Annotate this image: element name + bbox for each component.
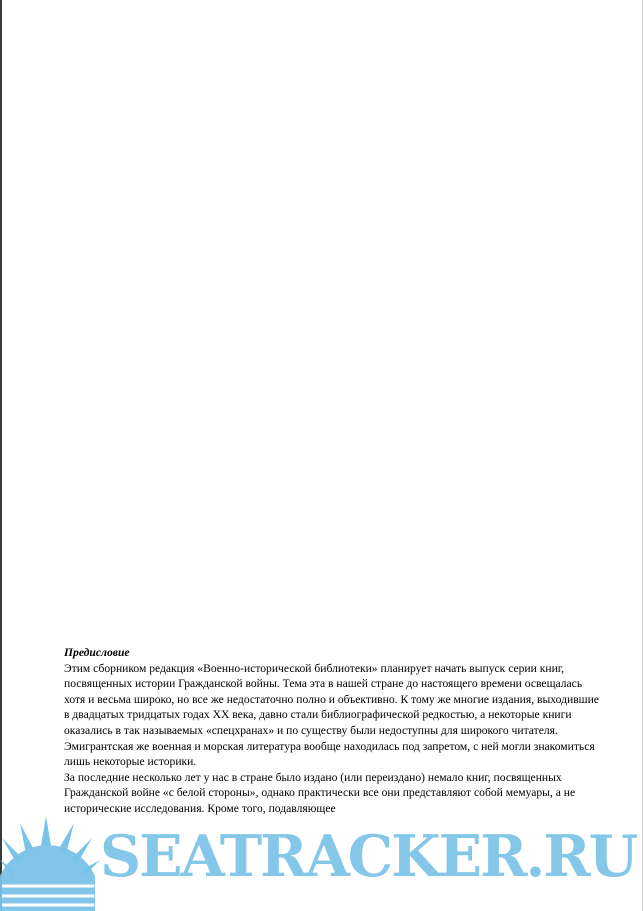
paragraph-2: За последние несколько лет у нас в стране было издано (или переиздано) немало книг, посвященных Гражданской войне «с белой стороны», однако практически все они представляют собой мемуары, а не исторические исследования. Кроме того, подавляющее (64, 770, 576, 815)
paragraph-1: Этим сборником редакция «Военно-исторической библиотеки» планирует начать выпуск серии книг, посвященных истории Гражданской войны. Тема эта в нашей стране до настоящего времени освещалась хотя и весьма широко, но все же недостаточно полно и объективно. К тому же многие издания, выходившие в двадцатых тридцатых годах XX века, давно стали библиографической редкостью, а некоторые книги оказались в так называемых «спецхранах» и по существу были недоступны для широкого читателя. Эмигрантская же военная и морская литература вообще находилась под запретом, с ней могли знакомиться лишь некоторые историки. (64, 661, 599, 769)
watermark-text: SEATRACKER.RU (100, 823, 637, 890)
sun-burst-icon (0, 816, 100, 911)
document-body (64, 645, 604, 817)
section-heading: Предисловие (64, 646, 130, 659)
page-edge-left (0, 0, 2, 911)
